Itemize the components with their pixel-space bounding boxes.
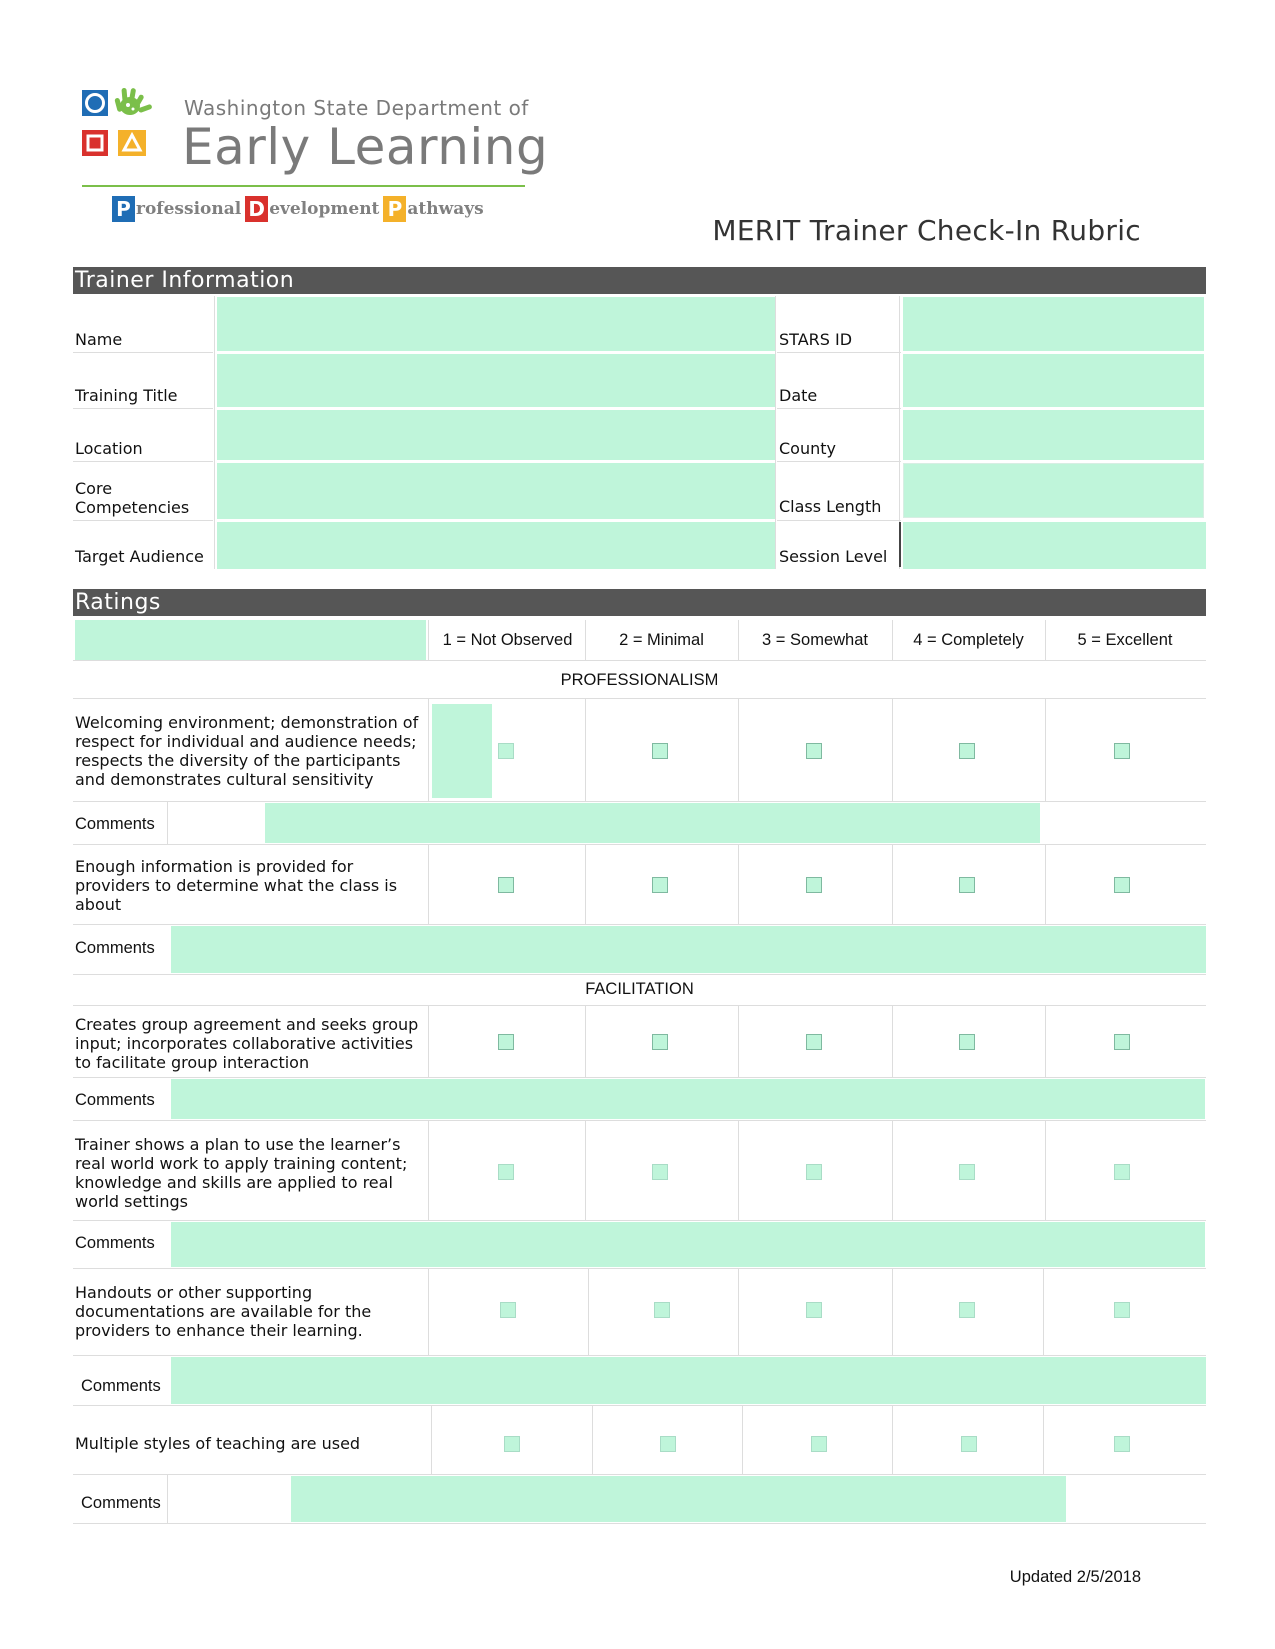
org-line1: Washington State Department of (184, 96, 529, 120)
session-level-field[interactable] (903, 522, 1206, 569)
comments-field-1[interactable] (265, 803, 1040, 843)
divider (1045, 1121, 1046, 1220)
tagline-cap-d: D (245, 196, 268, 222)
comments-label-2: Comments (75, 939, 155, 957)
criterion-3-rating-1-checkbox[interactable] (498, 1034, 514, 1050)
divider (428, 1006, 429, 1077)
divider (428, 1121, 429, 1220)
divider (585, 845, 586, 924)
divider (1043, 1269, 1044, 1355)
tagline (112, 196, 488, 222)
criterion-4-rating-5-checkbox[interactable] (1114, 1164, 1130, 1180)
criterion-5-rating-5-checkbox[interactable] (1114, 1302, 1130, 1318)
criterion-4-text: Trainer shows a plan to use the learner’s real world work to apply training content; knowledge and skills are applied to real world settings (75, 1135, 408, 1211)
divider (892, 620, 893, 660)
divider (775, 296, 776, 569)
criterion-5-rating-1-checkbox[interactable] (500, 1302, 516, 1318)
training-title-field[interactable] (217, 354, 775, 407)
divider (1045, 845, 1046, 924)
divider (899, 522, 901, 567)
section-facilitation: FACILITATION (585, 980, 694, 998)
divider (777, 352, 901, 353)
divider (73, 352, 213, 353)
comments-label-3: Comments (75, 1091, 155, 1109)
divider (1045, 1006, 1046, 1077)
divider (585, 1121, 586, 1220)
criterion-5-text: Handouts or other supporting documentations are available for the providers to enhance their learning. (75, 1283, 372, 1340)
divider (73, 1120, 1206, 1121)
label-location: Location (75, 439, 143, 458)
divider (892, 699, 893, 801)
criterion-5-rating-3-checkbox[interactable] (806, 1302, 822, 1318)
divider (73, 801, 1206, 802)
divider (428, 845, 429, 924)
ratings-heading: Ratings (73, 589, 1206, 616)
criterion-3-rating-2-checkbox[interactable] (652, 1034, 668, 1050)
trainer-info-heading: Trainer Information (73, 267, 1206, 294)
criterion-1-rating-3-checkbox[interactable] (806, 743, 822, 759)
criterion-4-rating-4-checkbox[interactable] (959, 1164, 975, 1180)
divider (892, 1406, 893, 1474)
divider (892, 1121, 893, 1220)
criterion-6-rating-2-checkbox[interactable] (660, 1436, 676, 1452)
comments-field-5[interactable] (171, 1357, 1206, 1404)
scale-somewhat: 3 = Somewhat (762, 631, 868, 649)
tagline-cap-p2: P (383, 196, 406, 222)
divider (738, 1006, 739, 1077)
comments-field-4[interactable] (171, 1222, 1205, 1267)
divider (777, 461, 901, 462)
divider (73, 1355, 1206, 1356)
divider (738, 699, 739, 801)
department-logo (82, 88, 549, 228)
updated-date: Updated 2/5/2018 (1009, 1568, 1141, 1586)
divider (588, 1269, 589, 1355)
divider (428, 1269, 429, 1355)
criterion-4-rating-2-checkbox[interactable] (652, 1164, 668, 1180)
criterion-1-text: Welcoming environment; demonstration of respect for individual and audience needs; respects the diversity of the participants and demonstrates cultural sensitivity (75, 713, 419, 789)
location-field[interactable] (217, 410, 775, 460)
divider (73, 1077, 1206, 1078)
label-target-audience: Target Audience (75, 547, 204, 566)
comments-field-2[interactable] (171, 926, 1206, 973)
divider (73, 520, 213, 521)
divider (892, 1269, 893, 1355)
divider (428, 620, 429, 660)
divider (428, 699, 429, 801)
criterion-4-rating-3-checkbox[interactable] (806, 1164, 822, 1180)
criterion-3-rating-4-checkbox[interactable] (959, 1034, 975, 1050)
class-length-field[interactable] (903, 463, 1204, 518)
org-line2: Early Learning (182, 118, 549, 176)
label-core-competencies: Core Competencies (75, 479, 190, 517)
name-field[interactable] (217, 297, 775, 351)
criterion-1-rating-4-checkbox[interactable] (959, 743, 975, 759)
divider (742, 1406, 743, 1474)
label-stars-id: STARS ID (779, 330, 853, 349)
criterion-2-rating-3-checkbox[interactable] (806, 877, 822, 893)
divider (592, 1406, 593, 1474)
criterion-1-highlight (432, 704, 492, 798)
divider (167, 1475, 168, 1523)
criterion-2-rating-1-checkbox[interactable] (498, 877, 514, 893)
divider (167, 802, 168, 844)
scale-minimal: 2 = Minimal (619, 631, 704, 649)
divider (738, 1121, 739, 1220)
divider (73, 1268, 1206, 1269)
target-audience-field[interactable] (217, 522, 775, 569)
criterion-6-rating-4-checkbox[interactable] (961, 1436, 977, 1452)
tagline-development: evelopment (269, 199, 380, 219)
tagline-cap-p: P (112, 196, 135, 222)
criterion-2-rating-5-checkbox[interactable] (1114, 877, 1130, 893)
comments-label-5: Comments (81, 1377, 161, 1395)
comments-field-3[interactable] (171, 1079, 1205, 1119)
criterion-2-rating-4-checkbox[interactable] (959, 877, 975, 893)
divider (1045, 620, 1046, 660)
label-training-title: Training Title (75, 386, 178, 405)
divider (1043, 1406, 1044, 1474)
criterion-3-rating-5-checkbox[interactable] (1114, 1034, 1130, 1050)
label-session-level: Session Level (779, 547, 888, 566)
divider (214, 296, 215, 569)
divider (892, 1006, 893, 1077)
section-professionalism: PROFESSIONALISM (560, 671, 719, 689)
divider (431, 1406, 432, 1474)
divider (738, 620, 739, 660)
divider (73, 461, 213, 462)
criterion-6-text: Multiple styles of teaching are used (75, 1434, 361, 1453)
divider (73, 660, 1206, 661)
divider (73, 1405, 1206, 1406)
divider (73, 1220, 1206, 1221)
comments-field-6[interactable] (291, 1476, 1066, 1522)
criterion-3-text: Creates group agreement and seeks group input; incorporates collaborative activities to facilitate group interaction (75, 1015, 419, 1072)
label-class-length: Class Length (779, 497, 882, 516)
divider (585, 620, 586, 660)
divider (1045, 699, 1046, 801)
comments-label-6: Comments (81, 1494, 161, 1512)
label-county: County (779, 439, 836, 458)
comments-label-1: Comments (75, 815, 155, 833)
divider (738, 1269, 739, 1355)
criterion-2-rating-2-checkbox[interactable] (652, 877, 668, 893)
criterion-1-rating-1-checkbox[interactable] (498, 743, 514, 759)
divider (73, 924, 1206, 925)
criterion-6-rating-3-checkbox[interactable] (811, 1436, 827, 1452)
divider (73, 1005, 1206, 1006)
stars-id-field[interactable] (903, 297, 1204, 351)
divider (892, 845, 893, 924)
core-competencies-field[interactable] (217, 463, 775, 519)
criterion-6-rating-5-checkbox[interactable] (1114, 1436, 1130, 1452)
criterion-4-rating-1-checkbox[interactable] (498, 1164, 514, 1180)
label-name: Name (75, 330, 123, 349)
divider (73, 408, 213, 409)
divider (73, 1474, 1206, 1475)
label-date: Date (779, 386, 818, 405)
divider (73, 1523, 1206, 1524)
divider (777, 520, 901, 521)
logo-shapes-icon (82, 88, 162, 168)
scale-completely: 4 = Completely (913, 631, 1024, 649)
divider (585, 1006, 586, 1077)
divider (777, 408, 901, 409)
date-field[interactable] (903, 354, 1204, 407)
divider (73, 698, 1206, 699)
criterion-1-rating-5-checkbox[interactable] (1114, 743, 1130, 759)
scale-excellent: 5 = Excellent (1077, 631, 1173, 649)
scale-not-observed: 1 = Not Observed (442, 631, 573, 649)
divider (73, 974, 1206, 975)
tagline-pathways: athways (407, 199, 484, 219)
criterion-5-rating-4-checkbox[interactable] (959, 1302, 975, 1318)
criterion-2-text: Enough information is provided for providers to determine what the class is about (75, 857, 398, 914)
county-field[interactable] (903, 410, 1204, 460)
divider (585, 699, 586, 801)
logo-rule (82, 185, 525, 187)
comments-label-4: Comments (75, 1234, 155, 1252)
criterion-6-rating-1-checkbox[interactable] (504, 1436, 520, 1452)
divider (73, 844, 1206, 845)
criterion-3-rating-3-checkbox[interactable] (806, 1034, 822, 1050)
ratings-corner-field[interactable] (75, 620, 426, 661)
criterion-1-rating-2-checkbox[interactable] (652, 743, 668, 759)
criterion-5-rating-2-checkbox[interactable] (654, 1302, 670, 1318)
divider (738, 845, 739, 924)
tagline-professional: rofessional (136, 199, 242, 219)
page-title: MERIT Trainer Check-In Rubric (712, 214, 1141, 247)
